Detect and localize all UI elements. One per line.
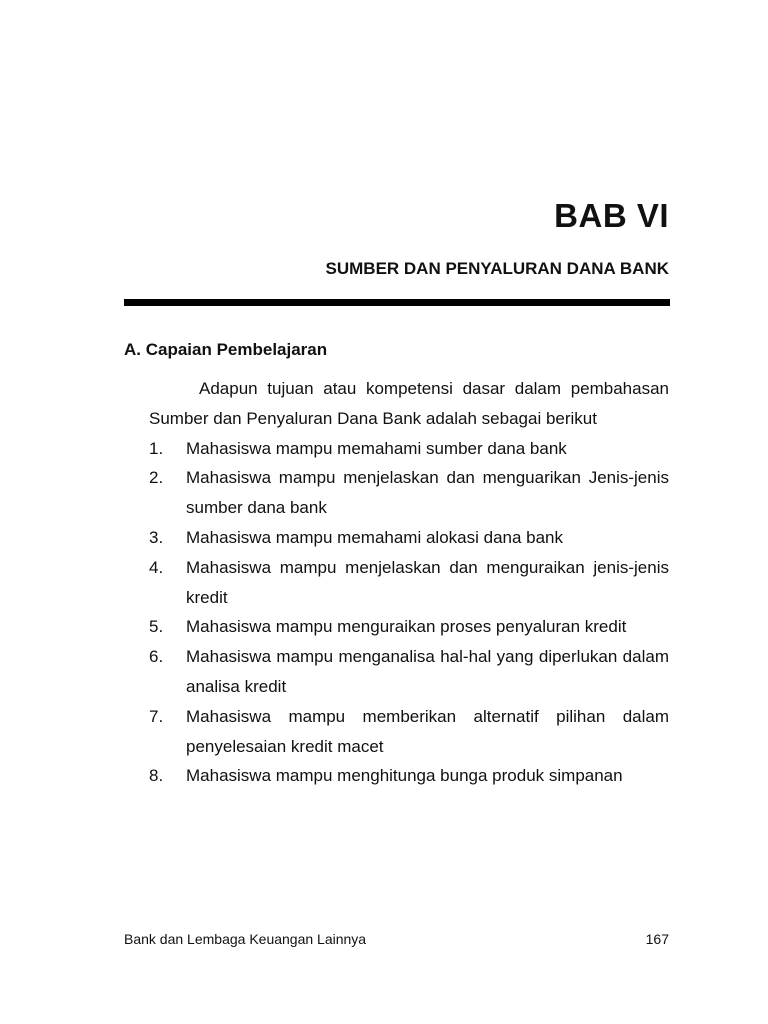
- list-item-text: Mahasiswa mampu menganalisa hal-hal yang diperlukan dalam analisa kredit: [186, 647, 669, 696]
- list-item-number: 7.: [149, 706, 164, 726]
- objectives-list: [149, 434, 669, 792]
- list-item-number: 6.: [149, 647, 164, 667]
- list-item-number: 8.: [149, 766, 164, 786]
- section-heading: A. Capaian Pembelajaran: [124, 340, 328, 359]
- chapter-title: BAB VI: [554, 197, 669, 234]
- horizontal-rule: [124, 299, 670, 306]
- list-item-number: 1.: [149, 438, 164, 458]
- list-item-text: Mahasiswa mampu menghitunga bunga produk simpanan: [186, 766, 623, 786]
- list-item-text: Mahasiswa mampu menjelaskan dan menguraikan jenis-jenis kredit: [186, 557, 669, 607]
- chapter-subtitle: SUMBER DAN PENYALURAN DANA BANK: [325, 259, 669, 278]
- list-item: [149, 612, 669, 642]
- list-item: [149, 463, 669, 523]
- list-item: [149, 702, 669, 762]
- list-item-text: Mahasiswa mampu menguraikan proses penyaluran kredit: [186, 617, 627, 637]
- list-item: [149, 523, 669, 553]
- list-item-text: Mahasiswa mampu memahami sumber dana bank: [186, 438, 567, 458]
- section-body: [149, 374, 669, 791]
- list-item: [149, 553, 669, 613]
- list-item: [149, 642, 669, 702]
- list-item-text: Mahasiswa mampu memahami alokasi dana bank: [186, 527, 564, 547]
- list-item-number: 2.: [149, 468, 164, 488]
- list-item-text: Mahasiswa mampu menjelaskan dan menguarikan Jenis-jenis sumber dana bank: [186, 468, 669, 518]
- footer-book-title: Bank dan Lembaga Keuangan Lainnya: [124, 931, 367, 947]
- list-item-number: 4.: [149, 557, 164, 577]
- list-item: [149, 434, 669, 464]
- list-item-number: 5.: [149, 617, 164, 637]
- list-item-text: Mahasiswa mampu memberikan alternatif pilihan dalam penyelesaian kredit macet: [186, 706, 669, 756]
- footer-page-number: 167: [645, 931, 669, 947]
- intro-paragraph: Adapun tujuan atau kompetensi dasar dalam pembahasan Sumber dan Penyaluran Dana Bank adalah sebagai berikut: [149, 379, 669, 428]
- list-item-number: 3.: [149, 527, 164, 547]
- list-item: [149, 761, 669, 791]
